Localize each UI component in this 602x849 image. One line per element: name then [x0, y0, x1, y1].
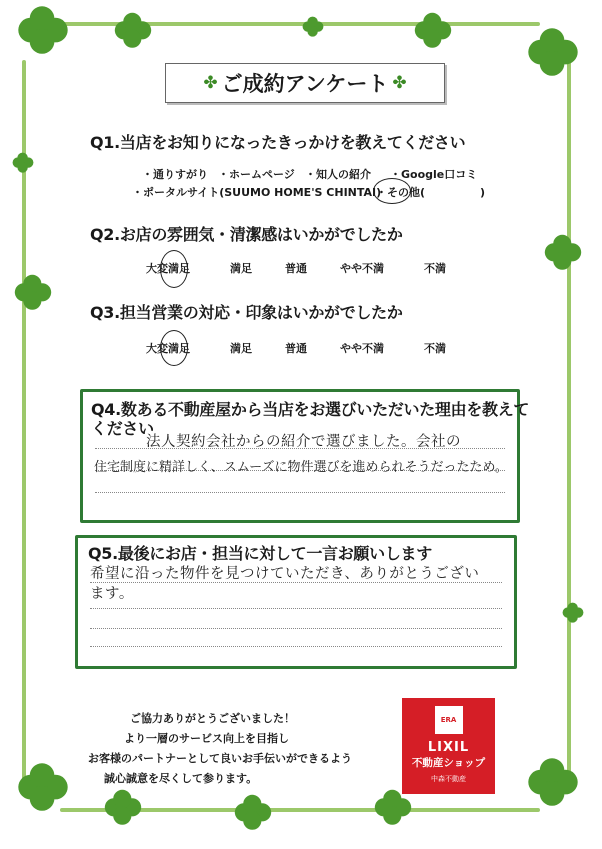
q5-answer-line: ます。 [90, 586, 134, 602]
q2-option: 満足 [230, 262, 252, 275]
clover-icon [375, 790, 411, 826]
clover-icon [563, 603, 584, 624]
clover-icon [235, 795, 271, 831]
q2-option: 大変満足 [146, 262, 190, 275]
q1-option: ・ホームページ [218, 168, 295, 181]
q2-option: 普通 [285, 262, 307, 275]
q3-option: 満足 [230, 342, 252, 355]
shamrock-icon: ✤ [392, 73, 407, 93]
q1-heading: Q1.当店をお知りになったきっかけを教えてください [90, 133, 466, 152]
q2-heading: Q2.お店の雰囲気・清潔感はいかがでしたか [90, 225, 403, 244]
q1-option: ・その他( ) [376, 186, 486, 199]
q3-option: やや不満 [340, 342, 384, 355]
q1-option: ・Google口コミ [390, 168, 478, 181]
selection-circle [160, 330, 188, 366]
clover-icon [528, 28, 577, 77]
clover-icon [415, 13, 451, 49]
q4-answer-line: 法人契約会社からの紹介で選びました。会社の [146, 434, 461, 450]
selection-circle [160, 250, 188, 288]
footer-message: お客様のパートナーとして良いお手伝いができるよう [88, 752, 352, 765]
shamrock-icon: ✤ [203, 73, 218, 93]
q5-heading: Q5.最後にお店・担当に対して一言お願いします [88, 544, 432, 563]
q1-option: ・通りすがり [142, 168, 208, 181]
q2-option: 不満 [424, 262, 446, 275]
q1-option: ・ポータルサイト(SUUMO HOME'S CHINTAI) [132, 186, 382, 199]
clover-icon [528, 758, 577, 807]
lixil-shop-logo [402, 698, 495, 794]
selection-circle [373, 178, 411, 204]
q3-option: 普通 [285, 342, 307, 355]
clover-icon [18, 6, 67, 55]
answer-rule [90, 628, 502, 629]
company-name: 中森不動産 [431, 775, 466, 783]
q1-option: ・知人の紹介 [305, 168, 371, 181]
footer-message: より一層のサービス向上を目指し [124, 732, 289, 745]
lixil-brand: LIXIL [427, 740, 470, 755]
clover-icon [115, 13, 151, 49]
q4-heading-cont: ください [91, 419, 154, 438]
clover-icon [18, 763, 67, 812]
q3-heading: Q3.担当営業の対応・印象はいかがでしたか [90, 303, 403, 322]
shop-label: 不動産ショップ [411, 757, 486, 769]
q4-answer-line: 住宅制度に精詳しく、スムーズに物件選びを進められそうだったため。 [94, 460, 508, 475]
clover-icon [15, 275, 51, 311]
era-logo: ERA [435, 706, 463, 734]
clover-icon [105, 790, 141, 826]
clover-icon [303, 17, 324, 38]
footer-message: 誠心誠意を尽くして参ります。 [104, 772, 258, 785]
footer-thanks: ご協力ありがとうございました！ [130, 712, 295, 725]
vine-right [567, 60, 571, 780]
q5-answer-line: 希望に沿った物件を見つけていただき、ありがとうござい [90, 566, 480, 582]
q3-option: 大変満足 [146, 342, 190, 355]
clover-icon [545, 235, 581, 271]
answer-rule [95, 492, 505, 493]
q4-heading: Q4.数ある不動産屋から当店をお選びいただいた理由を教えて [91, 400, 530, 419]
q2-option: やや不満 [340, 262, 384, 275]
clover-icon [13, 153, 34, 174]
survey-title-box [165, 63, 445, 103]
answer-rule [90, 608, 502, 609]
answer-rule [90, 646, 502, 647]
page-title: ご成約アンケート [221, 72, 389, 96]
q3-option: 不満 [424, 342, 446, 355]
